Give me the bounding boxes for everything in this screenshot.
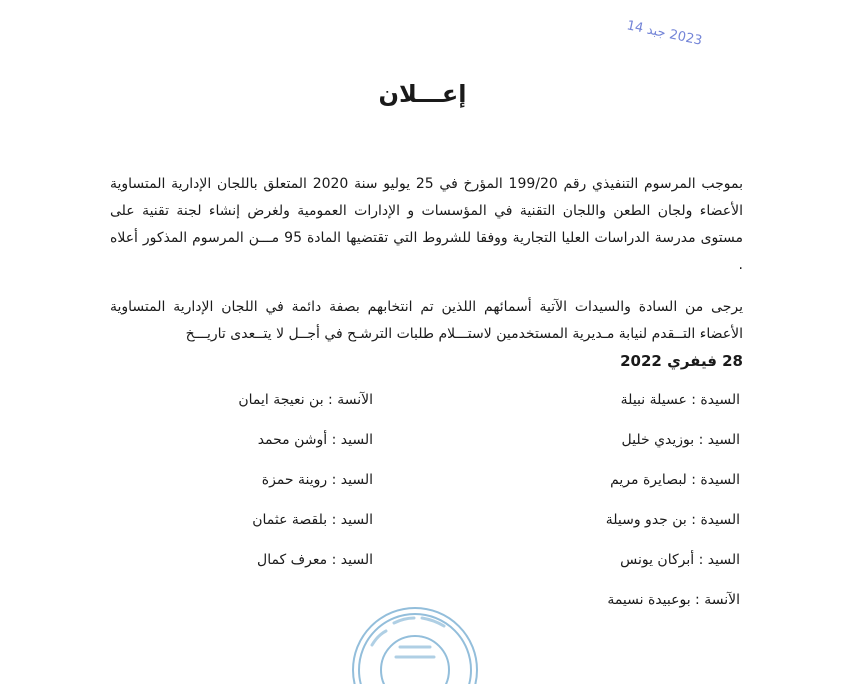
name-entry: الآنسة : بن نعيجة ايمان (238, 392, 373, 408)
name-entry: السيدة : لبصايرة مريم (610, 472, 740, 488)
official-seal-stamp (350, 605, 480, 684)
document-title: إعـــلان (378, 80, 467, 108)
name-entry: السيد : روينة حمزة (261, 472, 373, 488)
name-entry: السيد : أبركان يونس (620, 552, 740, 568)
name-entry: الآنسة : بوعبيدة نسيمة (607, 592, 740, 608)
received-date-stamp: 2023 جبد 14 (625, 18, 704, 49)
name-entry: السيد : بلقصة عثمان (252, 512, 373, 528)
name-entry: السيد : أوشن محمد (257, 432, 373, 448)
name-entry: السيد : معرف كمال (257, 552, 373, 568)
instructions-text: يرجى من السادة والسيدات الآتية أسمائهم اللذين تم انتخابهم بصفة دائمة في اللجان الإدارية المتساوية الأعضاء التــقدم لنيابة مـديرية المستخدمين لاستـــلام طلبات الترشـح في أجــل لا يتــعدى تاريـــخ (110, 299, 743, 342)
legal-basis-paragraph: بموجب المرسوم التنفيذي رقم 199/20 المؤرخ في 25 يوليو سنة 2020 المتعلق باللجان الإدارية المتساوية الأعضاء ولجان الطعن واللجان التقنية في المؤسسات و الإدارات العمومية ولغرض إنشاء لجنة تقنية على مستوى مدرسة الدراسات العليا التجارية ووفقا للشروط التي تقتضيها المادة 95 مـــن المرسوم المذكور أعلاه . (110, 176, 743, 273)
name-entry: السيد : بوزيدي خليل (621, 432, 740, 448)
name-entry: السيدة : بن جدو وسيلة (605, 512, 740, 528)
name-entry: السيدة : عسيلة نبيلة (620, 392, 740, 408)
instructions-paragraph (110, 294, 743, 375)
deadline-date: 28 فيفري 2022 (620, 352, 743, 370)
